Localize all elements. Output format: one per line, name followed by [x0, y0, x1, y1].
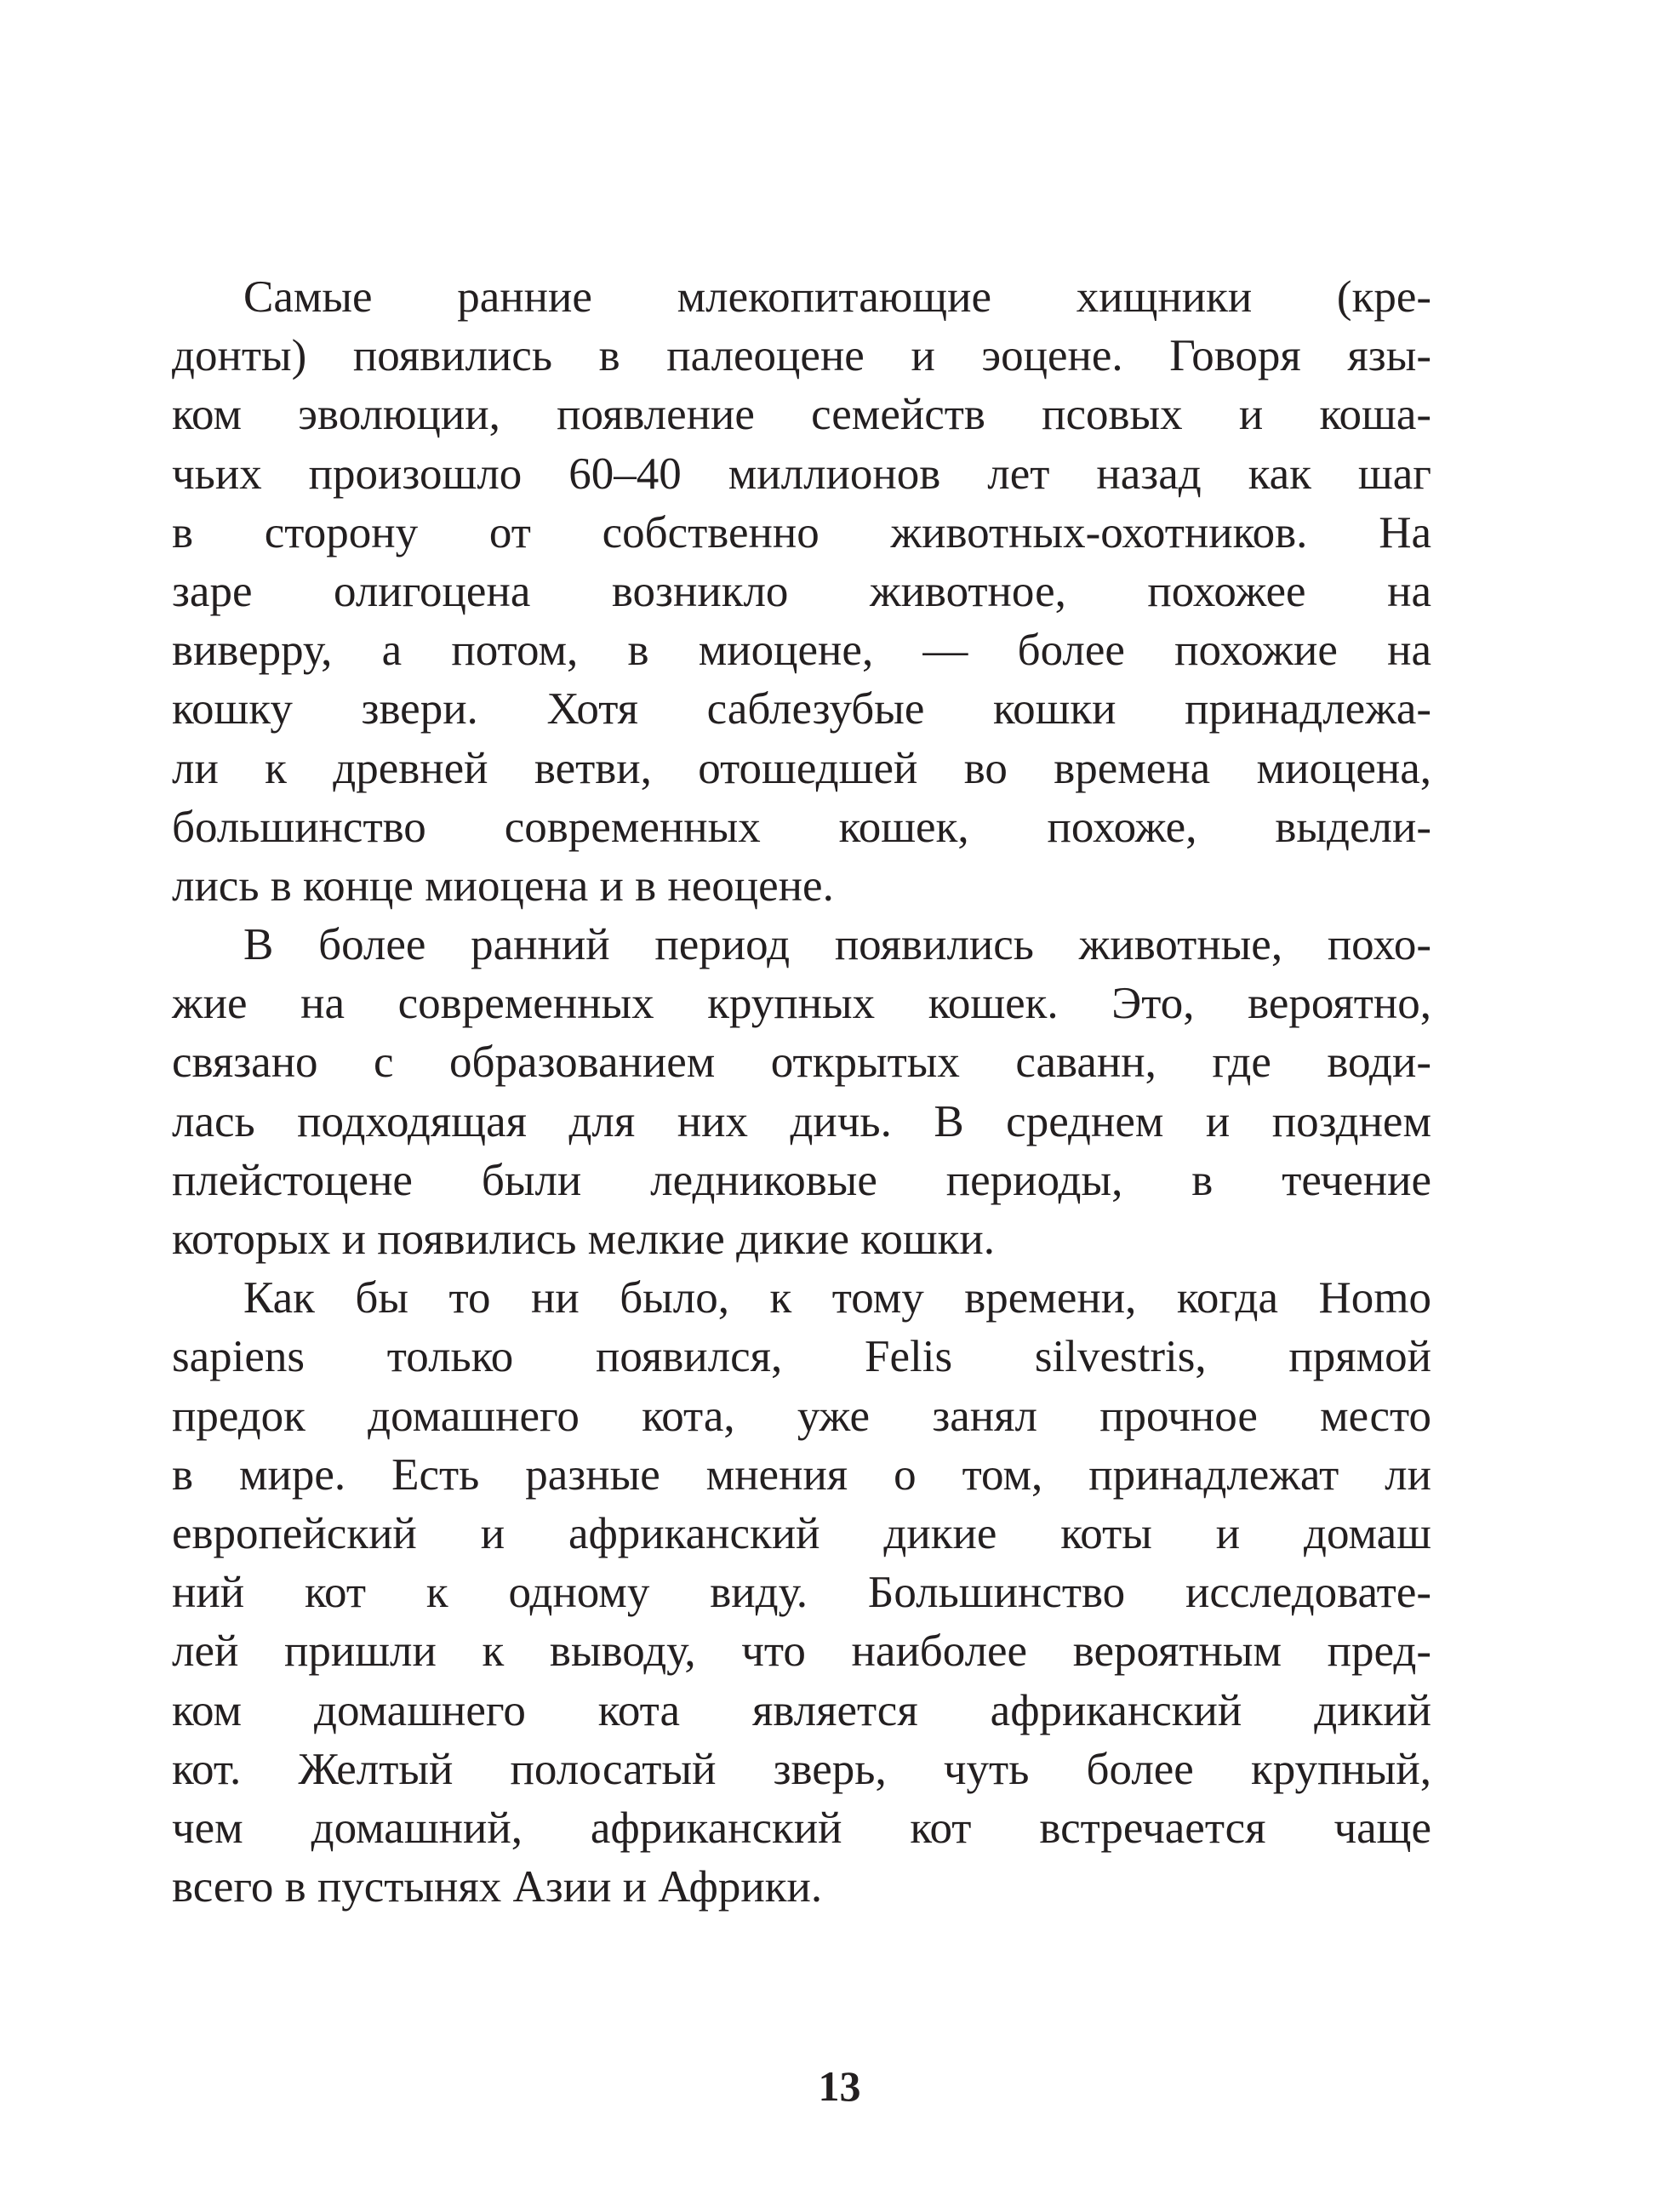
- text-line: чьих произошло 60–40 миллионов лет назад как шаг: [172, 449, 1431, 499]
- text-line: которых и появились мелкие дикие кошки.: [172, 1215, 996, 1264]
- text-line: заре олигоцена возникло животное, похожее на: [172, 566, 1431, 616]
- paragraph-1: [172, 268, 1431, 916]
- text-line: жие на современных крупных кошек. Это, вероятно,: [172, 979, 1431, 1029]
- text-line: sapiens только появился, Felis silvestris, прямой: [172, 1332, 1431, 1382]
- page-number: 13: [818, 2062, 861, 2110]
- paragraph-3: [172, 1269, 1431, 1917]
- text-line: В более ранний период появились животные, похо-: [243, 920, 1431, 970]
- text-line: виверру, а потом, в миоцене, — более похожие на: [172, 626, 1431, 676]
- text-line: в мире. Есть разные мнения о том, принадлежат ли: [172, 1449, 1431, 1500]
- text-line: связано с образованием открытых саванн, где води-: [172, 1037, 1431, 1088]
- text-line: ком домашнего кота является африканский дикий: [172, 1685, 1431, 1735]
- text-line: предок домашнего кота, уже занял прочное место: [172, 1391, 1431, 1441]
- text-line: плейстоцене были ледниковые периоды, в течение: [172, 1155, 1431, 1205]
- text-line: Как бы то ни было, к тому времени, когда Homo: [243, 1273, 1431, 1323]
- text-line: ли к древней ветви, отошедшей во времена миоцена,: [172, 743, 1431, 793]
- text-line: донты) появились в палеоцене и эоцене. Говоря язы-: [172, 331, 1431, 381]
- text-line: кот. Желтый полосатый зверь, чуть более крупный,: [172, 1744, 1431, 1794]
- text-line: лась подходящая для них дичь. В среднем и позднем: [172, 1096, 1431, 1146]
- text-line: всего в пустынях Азии и Африки.: [172, 1862, 823, 1912]
- body-text: [172, 268, 1431, 1917]
- text-line: в сторону от собственно животных-охотников. На: [172, 507, 1431, 557]
- text-line: большинство современных кошек, похоже, выдели-: [172, 802, 1431, 852]
- text-line: ком эволюции, появление семейств псовых и коша-: [172, 390, 1431, 440]
- text-line: Самые ранние млекопитающие хищники (кре-: [243, 272, 1431, 322]
- text-line: лись в конце миоцена и в неоцене.: [172, 860, 834, 911]
- text-line: кошку звери. Хотя саблезубые кошки принадлежа-: [172, 684, 1431, 734]
- text-line: чем домашний, африканский кот встречается чаще: [172, 1803, 1431, 1853]
- text-line: лей пришли к выводу, что наиболее вероятным пред-: [172, 1626, 1431, 1677]
- text-line: ний кот к одному виду. Большинство исследовате-: [172, 1568, 1431, 1618]
- paragraph-2: [172, 916, 1431, 1269]
- text-line: европейский и африканский дикие коты и домаш: [172, 1508, 1431, 1558]
